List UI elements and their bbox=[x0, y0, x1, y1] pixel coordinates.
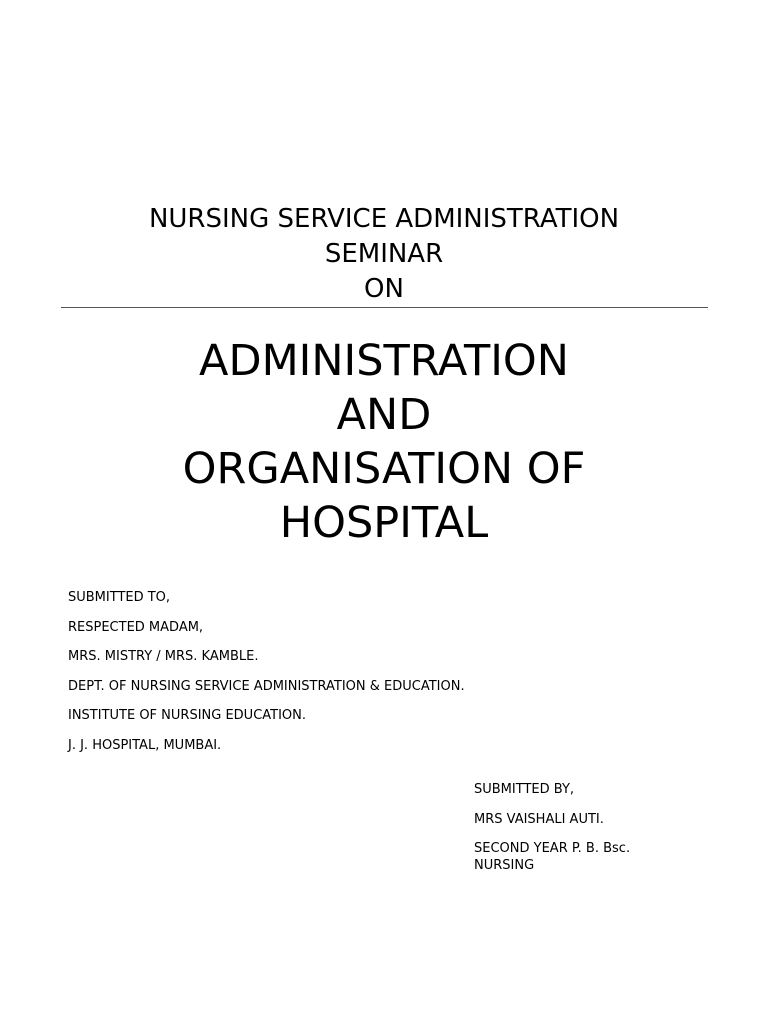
salutation: RESPECTED MADAM, bbox=[68, 619, 204, 635]
header-line-course: NURSING SERVICE ADMINISTRATION bbox=[148, 204, 620, 234]
submitted-by-block bbox=[474, 781, 674, 887]
title-line-4: HOSPITAL bbox=[279, 498, 489, 548]
header-line-on: ON bbox=[364, 274, 404, 304]
institute: INSTITUTE OF NURSING EDUCATION. bbox=[68, 708, 307, 723]
hospital-location: J. J. HOSPITAL, MUMBAI. bbox=[68, 737, 222, 753]
document-title bbox=[0, 334, 768, 550]
submitted-by-heading: SUBMITTED BY, bbox=[474, 782, 575, 797]
recipient-names: MRS. MISTRY / MRS. KAMBLE. bbox=[68, 649, 259, 664]
submitted-to-heading: SUBMITTED TO, bbox=[68, 590, 171, 605]
horizontal-divider bbox=[61, 307, 708, 308]
department: DEPT. OF NURSING SERVICE ADMINISTRATION & EDUCATION. bbox=[68, 678, 465, 694]
submitted-to-block bbox=[68, 589, 465, 766]
title-line-2: AND bbox=[336, 390, 432, 440]
header-line-seminar: SEMINAR bbox=[324, 239, 444, 269]
author-program: SECOND YEAR P. B. Bsc. NURSING bbox=[474, 841, 631, 873]
title-line-1: ADMINISTRATION bbox=[199, 336, 569, 386]
author-name: MRS VAISHALI AUTI. bbox=[474, 811, 604, 827]
seminar-header bbox=[0, 202, 768, 307]
title-line-3: ORGANISATION OF bbox=[182, 444, 586, 494]
